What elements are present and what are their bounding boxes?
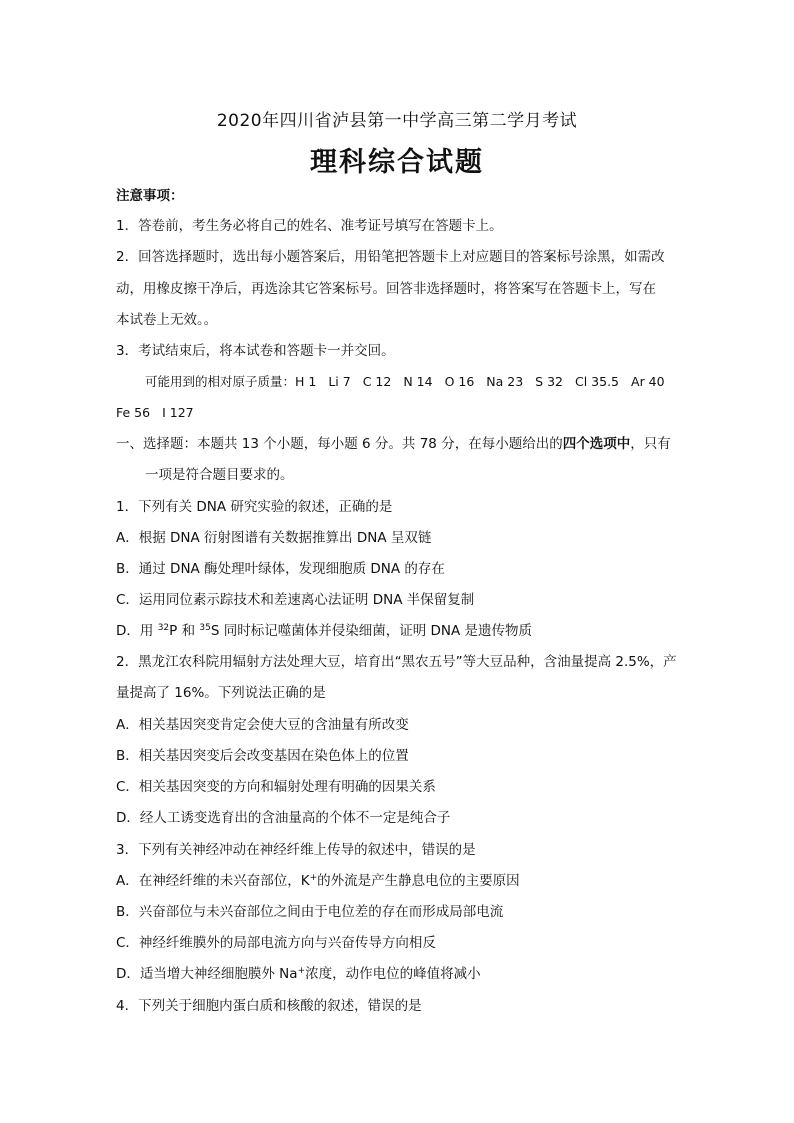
question-3-option-c: C．神经纤维膜外的局部电流方向与兴奋传导方向相反 [116,935,436,951]
superscript: 32 [157,623,170,633]
question-1-option-a: A．根据 DNA 衍射图谱有关数据推算出 DNA 呈双链 [116,530,432,546]
question-3-option-d [116,964,686,984]
atomic-mass-value: H 1 [295,374,317,389]
question-1-option-c: C．运用同位素示踪技术和差速离心法证明 DNA 半保留复制 [116,592,475,608]
option-text: D．适当增大神经细胞膜外 Na [116,966,298,982]
superscript: + [309,873,318,883]
atomic-mass-line-1 [145,372,715,392]
atomic-mass-value: Fe 56 [116,405,151,420]
question-1-stem: 1．下列有关 DNA 研究实验的叙述，正确的是 [116,499,393,515]
atomic-mass-value: C 12 [362,374,392,389]
question-2-option-d: D．经人工诱变选育出的含油量高的个体不一定是纯合子 [116,810,451,826]
option-text: A．在神经纤维的未兴奋部位，K [116,873,310,889]
section-prefix: 一、选择题： [116,436,197,452]
atomic-mass-value: Ar 40 [631,374,665,389]
atomic-mass-value: Li 7 [328,374,351,389]
note-item-2: 2．回答选择题时，选出每小题答案后，用铅笔把答题卡上对应题目的答案标号涂黑，如需改 [116,249,665,265]
atomic-mass-value: I 127 [162,405,194,420]
option-text: 浓度，动作电位的峰值将减小 [305,966,481,982]
section-1-heading [116,434,686,454]
question-4-stem: 4．下列关于细胞内蛋白质和核酸的叙述，错误的是 [116,998,422,1014]
exam-subtitle: 2020年四川省泸县第一中学高三第二学月考试 [216,111,578,131]
question-2-stem-cont: 量提高了 16%。下列说法正确的是 [116,685,326,701]
option-text: S 同时标记噬菌体并侵染细菌，证明 DNA 是遗传物质 [210,623,532,639]
section-1-heading-cont: 一项是符合题目要求的。 [145,467,294,483]
atomic-mass-value: Cl 35.5 [575,374,620,389]
question-2-option-c: C．相关基因突变的方向和辐射处理有明确的因果关系 [116,779,436,795]
question-2-stem: 2．黑龙江农科院用辐射方法处理大豆，培育出“黑农五号”等大豆品种，含油量提高 2.5%，产 [116,654,677,670]
option-text: 的外流是产生静息电位的主要原因 [317,873,520,889]
atomic-mass-value: N 14 [403,374,433,389]
option-text: D．用 [116,623,158,639]
atomic-mass-value: Na 23 [486,374,524,389]
section-text: 本题共 13 个小题，每小题 6 分。共 78 分，在每小题给出的 [197,436,563,452]
question-1-option-d [116,621,686,641]
question-3-option-a [116,871,686,891]
option-text: P 和 [169,623,200,639]
question-2-option-a: A．相关基因突变肯定会使大豆的含油量有所改变 [116,717,409,733]
atomic-mass-line-2 [116,403,686,423]
section-emphasis: 四个选项中 [562,436,631,452]
question-2-option-b: B．相关基因突变后会改变基因在染色体上的位置 [116,748,409,764]
section-text-end: ，只有 [630,436,671,452]
superscript: 35 [199,623,211,633]
note-item-1: 1．答卷前，考生务必将自己的姓名、准考证号填写在答题卡上。 [116,218,503,234]
note-item-2-end: 本试卷上无效。。 [116,312,218,328]
exam-title: 理科综合试题 [310,147,484,178]
superscript: + [297,966,306,976]
atomic-mass-value: O 16 [444,374,475,389]
question-3-stem: 3．下列有关神经冲动在神经纤维上传导的叙述中，错误的是 [116,842,476,858]
notes-heading: 注意事项： [116,188,184,204]
atomic-mass-value: S 32 [535,374,563,389]
question-1-option-b: B．通过 DNA 酶处理叶绿体，发现细胞质 DNA 的存在 [116,561,445,577]
note-item-2-cont: 动，用橡皮擦干净后，再选涂其它答案标号。回答非选择题时，将答案写在答题卡上，写在 [116,281,656,297]
question-3-option-b: B．兴奋部位与未兴奋部位之间由于电位差的存在而形成局部电流 [116,904,504,920]
note-item-3: 3．考试结束后，将本试卷和答题卡一并交回。 [116,343,395,359]
atomic-mass-label: 可能用到的相对原子质量： [145,374,296,389]
